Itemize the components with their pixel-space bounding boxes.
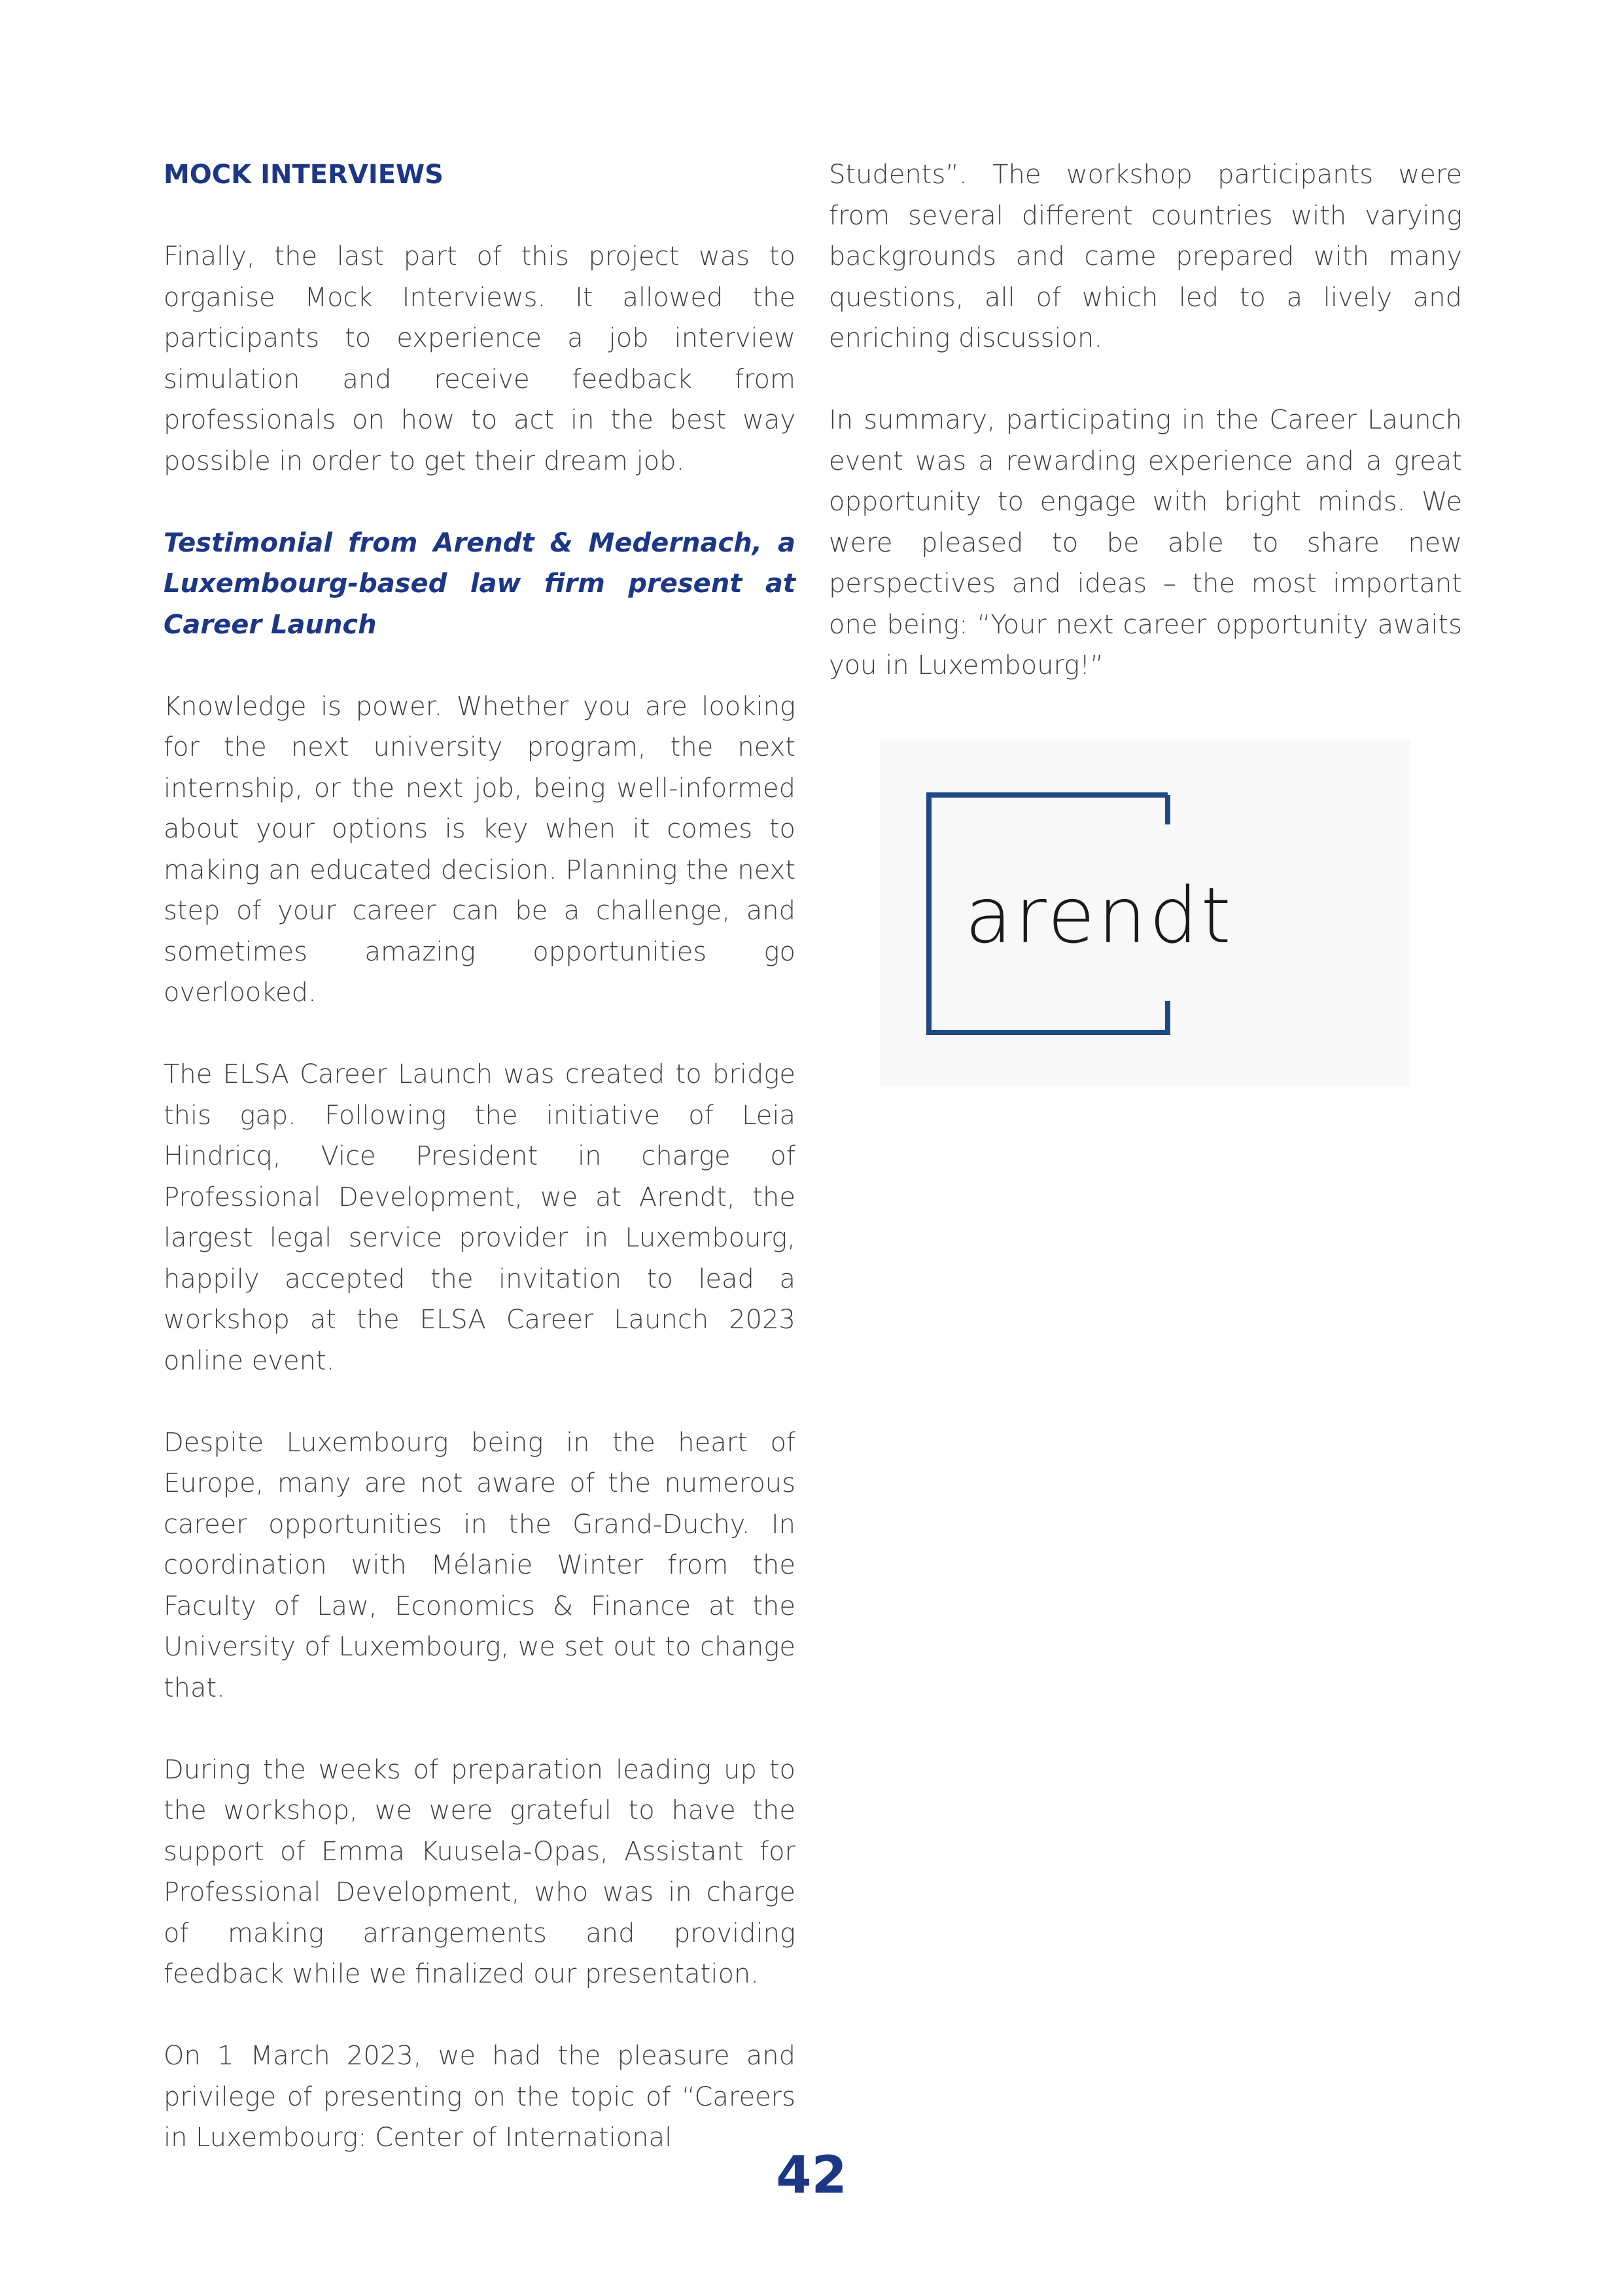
page-number: 42 bbox=[776, 2146, 847, 2205]
knowledge-paragraph: Knowledge is power. Whether you are looking for the next university program, the next internship, or the next job, being well-informed about your options is key when it comes to making an educated decision. Planning the next step of your career can be a challenge, and sometimes amazing opportunities go overlooked. bbox=[164, 691, 795, 1008]
summary-paragraph: In summary, participating in the Career Launch event was a rewarding experience and a great opportunity to engage with bright minds. We were pleased to be able to share new perspectives and ideas – the most important one being: “Your next career opportunity awaits you in Luxembourg!” bbox=[829, 405, 1462, 680]
workshop-paragraph: Students”. The workshop participants were from several different countries with varying backgrounds and came prepared with many questions, all of which led to a lively and enriching discussion. bbox=[829, 160, 1462, 353]
preparation-paragraph: During the weeks of preparation leading up to the workshop, we were grateful to have the support of Emma Kuusela-Opas, Assistant for Professional Development, who was in charge of making arrangements and providing feedback while we finalized our presentation. bbox=[164, 1754, 795, 1989]
testimonial-heading: Testimonial from Arendt & Medernach, a Luxembourg-based law firm present at Career Launch bbox=[164, 527, 795, 640]
left-column bbox=[164, 154, 795, 2159]
section-heading: MOCK INTERVIEWS bbox=[164, 160, 444, 190]
arendt-logo bbox=[880, 739, 1410, 1086]
arendt-logo-graphic bbox=[880, 739, 1410, 1086]
career-launch-paragraph: The ELSA Career Launch was created to bridge this gap. Following the initiative of Leia Hindricq, Vice President in charge of Professional Development, we at Arendt, the largest legal service provider in Luxembourg, happily accepted the invitation to lead a workshop at the ELSA Career Launch 2023 online event. bbox=[164, 1059, 795, 1376]
right-column bbox=[829, 154, 1462, 686]
mock-interviews-paragraph: Finally, the last part of this project was to organise Mock Interviews. It allowed the participants to experience a job interview simulation and receive feedback from professionals on how to act in the best way possible in order to get their dream job. bbox=[164, 241, 795, 476]
presentation-paragraph: On 1 March 2023, we had the pleasure and privilege of presenting on the topic of “Careers in Luxembourg: Center of International bbox=[164, 2041, 795, 2153]
luxembourg-paragraph: Despite Luxembourg being in the heart of Europe, many are not aware of the numerous career opportunities in the Grand-Duchy. In coordination with Mélanie Winter from the Faculty of Law, Economics & Finance at the University of Luxembourg, we set out to change that. bbox=[164, 1427, 795, 1703]
logo-wordmark: arendt bbox=[965, 870, 1234, 961]
